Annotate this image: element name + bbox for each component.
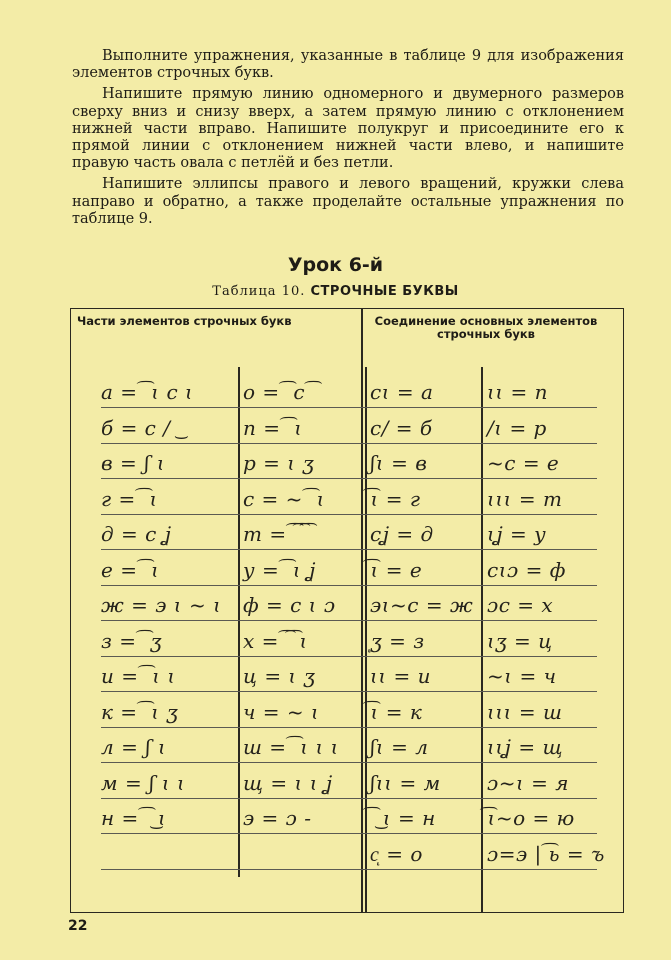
header-left: Части элементов строчных букв xyxy=(77,314,292,328)
handwriting-cell: е = ͡ ɩ xyxy=(101,557,160,582)
handwriting-cell: ɩɩ = и xyxy=(370,664,432,688)
handwriting-cell: ʃɩ = л xyxy=(370,735,429,759)
handwriting-cell: д = с ʝ xyxy=(101,522,172,546)
handwriting-cell: ɔс = х xyxy=(487,593,554,617)
handwriting-cell: сʝ = д xyxy=(370,522,434,546)
handwriting-cell: к = ͡ ɩ ʒ xyxy=(101,699,179,724)
column-divider-main xyxy=(361,309,363,912)
page-number: 22 xyxy=(68,918,88,934)
intro-paragraph-2: Напишите прямую линию одномерного и двумерного размеров сверху вниз и снизу вверх, а затем прямую линию с отклонением нижней части вправо. Напишите полукруг и присоедините его к прямой линии с отклонением нижней части влево, и напишите правую часть овала с петлёй и без петли. xyxy=(72,86,624,172)
table-caption-label: Таблица 10. xyxy=(212,284,306,299)
handwriting-cell: з = ͡ ʒ xyxy=(101,628,163,653)
handwriting-cell: ц = ɩ ʒ xyxy=(243,664,316,688)
column-divider-main-double xyxy=(365,367,367,912)
handwriting-cell: у = ͡ ɩ ʝ xyxy=(243,557,316,582)
handwriting-cell: ͡ɩ~о = ю xyxy=(487,806,575,830)
intro-text xyxy=(72,48,624,232)
handwriting-cell: ж = э ɩ ~ ɩ xyxy=(101,593,222,617)
handwriting-cell: ɩɩɩ = т xyxy=(487,486,563,511)
handwriting-cell: р = ɩ ʒ xyxy=(243,451,315,475)
handwriting-cell: ɩɩʝ = щ xyxy=(487,735,563,759)
letters-table xyxy=(70,308,624,913)
handwriting-cell: сɩ = а xyxy=(370,380,434,404)
column-divider-left xyxy=(238,367,240,877)
handwriting-cell: щ = ɩ ɩ ʝ xyxy=(243,770,333,795)
handwriting-cell: и = ͡ ɩ ɩ xyxy=(101,664,176,688)
handwriting-cell: ч = ~ ɩ xyxy=(243,699,320,724)
handwriting-cell: ɩʒ = ц xyxy=(487,628,553,653)
handwriting-cell: ͡ɩ = г xyxy=(370,486,421,511)
handwriting-cell: м = ʃ ɩ ɩ xyxy=(101,770,186,795)
handwriting-cell: ~с = е xyxy=(487,451,560,475)
handwriting-cell: ɔ~ɩ = я xyxy=(487,770,570,795)
intro-paragraph-3: Напишите эллипсы правого и левого вращений, кружки слева направо и обратно, а также проделайте остальные упражнения по таблице 9. xyxy=(72,176,624,227)
handwriting-cell: ɩʝ = у xyxy=(487,522,547,546)
handwriting-cell: л = ʃ ɩ xyxy=(101,735,167,759)
header-right: Соединение основных элементов строчных букв xyxy=(374,314,598,341)
lesson-title: Урок 6-й xyxy=(287,254,384,276)
handwriting-cell: ʃɩ = в xyxy=(370,451,428,475)
handwriting-cell: а = ͡ ɩ с ɩ xyxy=(101,380,194,404)
handwriting-cell: о = ͡ с ͡ xyxy=(243,380,312,404)
handwriting-cell: с = ~ ͡ ɩ xyxy=(243,486,325,511)
handwriting-cell: ш = ͡ ɩ ɩ ɩ xyxy=(243,735,340,759)
table-caption xyxy=(0,284,671,299)
handwriting-cell: сɩɔ = ф xyxy=(487,557,566,582)
handwriting-cell: в = ʃ ɩ xyxy=(101,451,166,475)
handwriting-cell: ф = с ɩ ɔ xyxy=(243,593,336,617)
handwriting-cell: /ɩ = р xyxy=(487,415,547,440)
column-divider-right xyxy=(481,367,483,912)
handwriting-cell: ɔ=э | ͡ь = ъ xyxy=(487,841,605,866)
handwriting-cell: ͡ɩ = к xyxy=(370,699,423,724)
handwriting-cell: ͡ ͜ ɩ = н xyxy=(370,806,436,830)
handwriting-cell: ~ɩ = ч xyxy=(487,664,557,688)
handwriting-cell: х = ͡ ͡ ɩ xyxy=(243,628,308,653)
handwriting-cell: т = ͡ ͡ ͡ xyxy=(243,522,308,546)
table-caption-title: СТРОЧНЫЕ БУКВЫ xyxy=(310,284,459,299)
handwriting-cell: ʃɩɩ = м xyxy=(370,770,441,795)
handwriting-cell: г = ͡ ɩ xyxy=(101,486,158,511)
handwriting-cell: ͡ɩ = е xyxy=(370,557,423,582)
handwriting-cell: н = ͡ ͜ ɩ xyxy=(101,806,167,830)
handwriting-cell: ɩɩ = п xyxy=(487,380,549,404)
handwriting-cell: эɩ~с = ж xyxy=(370,593,474,617)
handwriting-cell: ɩɩɩ = ш xyxy=(487,699,563,724)
handwriting-cell: п = ͡ ɩ xyxy=(243,415,303,440)
handwriting-cell: сͅ = о xyxy=(370,841,423,866)
handwriting-cell: э = ɔ - xyxy=(243,806,312,830)
handwriting-cell: б = с / ͜ xyxy=(101,415,176,440)
intro-paragraph-1: Выполните упражнения, указанные в таблице 9 для изображения элементов строчных букв. xyxy=(72,48,624,82)
handwriting-cell: ͅʒ = з xyxy=(370,628,425,653)
handwriting-cell: с/ = б xyxy=(370,415,433,440)
